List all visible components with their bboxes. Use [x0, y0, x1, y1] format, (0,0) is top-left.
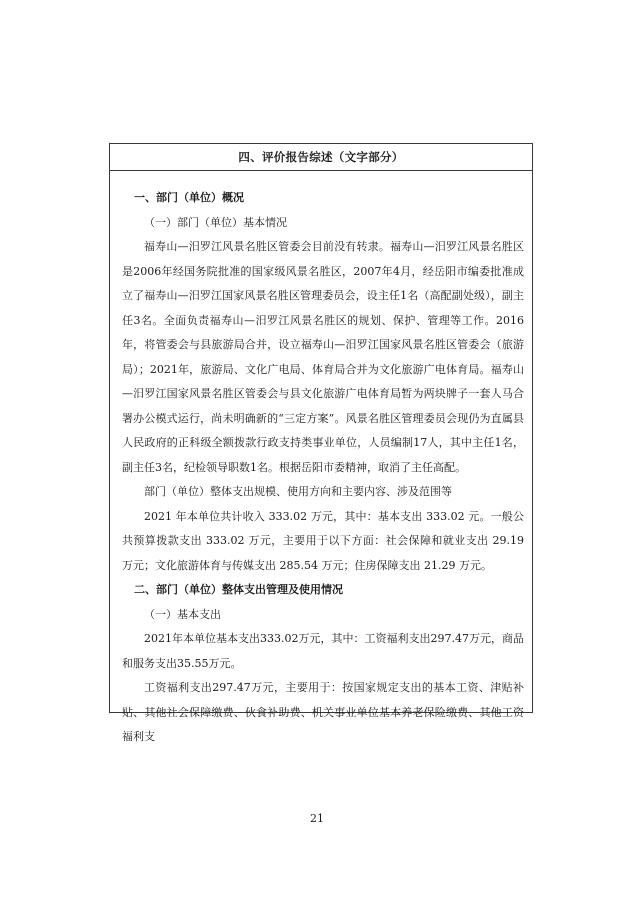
- paragraph-salary-welfare: 工资福利支出297.47万元，主要用于：按国家规定支出的基本工资、津贴补贴、其他社会保障缴费、伙食补助费、机关事业单位基本养老保险缴费、其他工资福利支: [122, 681, 524, 743]
- heading-expenditure-management: 二、部门（单位）整体支出管理及使用情况: [134, 583, 343, 596]
- heading-department-overview: 一、部门（单位）概况: [134, 191, 244, 204]
- paragraph-basic-info: 福寿山—汨罗江风景名胜区管委会目前没有转隶。福寿山—汨罗江风景名胜区是2006年经国务院批准的国家级风景名胜区，2007年4月，经岳阳市编委批准成立了福寿山—汨罗江国家风景名胜区管理委员会，设主任1名（高配副处级），副主任3名。全面负责福寿山—汨罗江风景名胜区的规划、保护、管理等工作。2016年，将管委会与县旅游局合并，设立福寿山—汨罗江国家风景名胜区管委会（旅游局）；2021年，旅游局、文化广电局、体育局合并为文化旅游广电体育局。福寿山—汨罗江国家风景名胜区管委会与县文化旅游广电体育局暂为两块牌子一套人马合署办公模式运行，尚未明确新的“三定方案”。风景名胜区管理委员会现仍为直属县人民政府的正科级全额拨款行政支持类事业单位，人员编制17人，其中主任1名，副主任3名，纪检领导职数1名。根据岳阳市委精神，取消了主任高配。: [122, 240, 524, 474]
- section-title: 四、评价报告综述（文字部分）: [110, 144, 532, 171]
- paragraph-basic-expenditure: 2021年本单位基本支出333.02万元，其中：工资福利支出297.47万元，商品和服务支出35.55万元。: [122, 632, 524, 670]
- subheading-expenditure-scope: 部门（单位）整体支出规模、使用方向和主要内容、涉及范围等: [144, 485, 452, 498]
- page-number: 21: [310, 812, 324, 825]
- report-frame: [109, 143, 533, 743]
- subheading-basic-info: （一）部门（单位）基本情况: [144, 215, 287, 229]
- paragraph-income-summary: 2021 年本单位共计收入 333.02 万元，其中：基本支出 333.02 元。一般公共预算拨款支出 333.02 万元，主要用于以下方面：社会保障和就业支出 29.19 万元；文化旅游体育与传媒支出 285.54 万元；住房保障支出 21.29 万元。: [122, 509, 524, 572]
- subheading-basic-expenditure: （一）基本支出: [144, 607, 221, 621]
- report-body: [122, 186, 524, 750]
